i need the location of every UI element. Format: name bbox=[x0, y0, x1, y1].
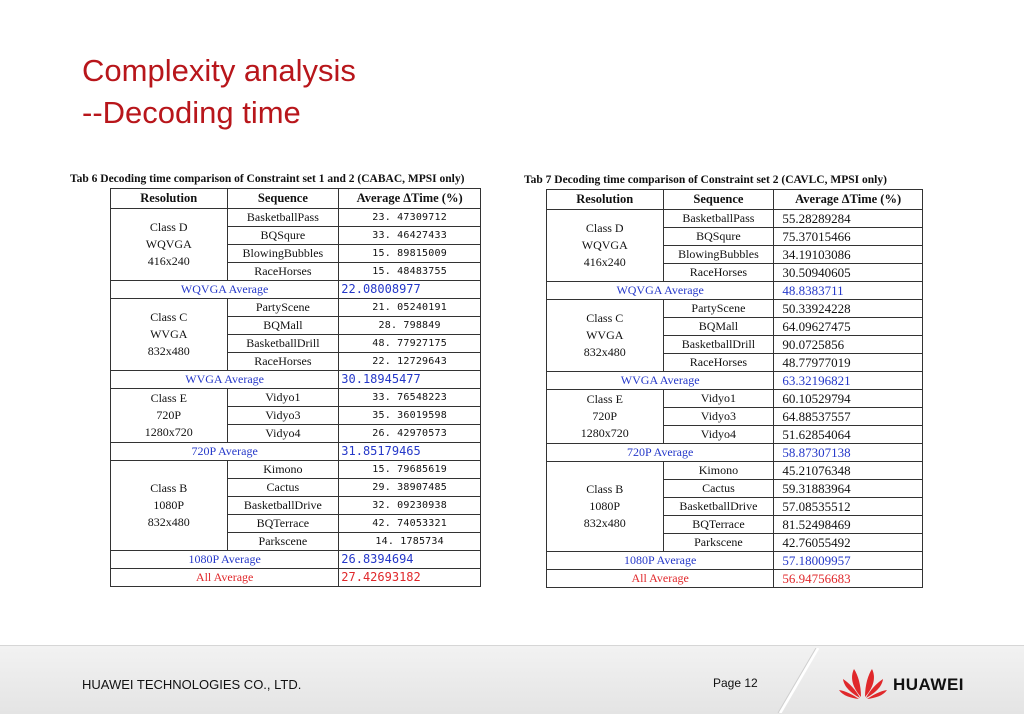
class-name: Class B bbox=[586, 482, 624, 496]
class-cell bbox=[111, 389, 228, 443]
class-resolution: 1280x720 bbox=[580, 426, 629, 440]
sequence-cell: PartyScene bbox=[663, 300, 774, 318]
value-cell: 81.52498469 bbox=[774, 516, 923, 534]
value-cell: 42.76055492 bbox=[774, 534, 923, 552]
value-cell: 22. 12729643 bbox=[339, 353, 481, 371]
sequence-cell: Kimono bbox=[663, 462, 774, 480]
average-value: 48.8383711 bbox=[774, 282, 923, 300]
slide-title bbox=[82, 50, 356, 134]
sequence-cell: BasketballDrive bbox=[663, 498, 774, 516]
value-cell: 64.88537557 bbox=[774, 408, 923, 426]
header-resolution: Resolution bbox=[111, 189, 228, 209]
class-resolution: 416x240 bbox=[583, 255, 626, 269]
class-format: 1080P bbox=[153, 498, 185, 512]
table-row bbox=[547, 300, 923, 318]
average-label: WQVGA Average bbox=[111, 281, 339, 299]
average-label: WQVGA Average bbox=[547, 282, 774, 300]
average-label: WVGA Average bbox=[111, 371, 339, 389]
value-cell: 15. 48483755 bbox=[339, 263, 481, 281]
value-cell: 75.37015466 bbox=[774, 228, 923, 246]
average-row bbox=[547, 372, 923, 390]
header-resolution: Resolution bbox=[547, 190, 664, 210]
value-cell: 90.0725856 bbox=[774, 336, 923, 354]
table-row bbox=[111, 209, 481, 227]
class-format: WQVGA bbox=[581, 238, 628, 252]
average-value: 31.85179465 bbox=[339, 443, 481, 461]
sequence-cell: BasketballPass bbox=[663, 210, 774, 228]
table7-caption: Tab 7 Decoding time comparison of Constraint set 2 (CAVLC, MPSI only) bbox=[524, 174, 887, 186]
all-average-value: 27.42693182 bbox=[339, 569, 481, 587]
value-cell: 33. 76548223 bbox=[339, 389, 481, 407]
sequence-cell: Vidyo1 bbox=[227, 389, 339, 407]
value-cell: 32. 09230938 bbox=[339, 497, 481, 515]
sequence-cell: Cactus bbox=[227, 479, 339, 497]
sequence-cell: BQSqure bbox=[227, 227, 339, 245]
class-resolution: 1280x720 bbox=[144, 425, 193, 439]
sequence-cell: BQSqure bbox=[663, 228, 774, 246]
title-line-2: --Decoding time bbox=[82, 95, 301, 130]
header-sequence: Sequence bbox=[227, 189, 339, 209]
class-cell bbox=[547, 390, 664, 444]
table-row bbox=[547, 390, 923, 408]
value-cell: 64.09627475 bbox=[774, 318, 923, 336]
average-value: 63.32196821 bbox=[774, 372, 923, 390]
value-cell: 23. 47309712 bbox=[339, 209, 481, 227]
class-cell bbox=[547, 462, 664, 552]
class-format: WVGA bbox=[150, 327, 188, 341]
value-cell: 51.62854064 bbox=[774, 426, 923, 444]
sequence-cell: BlowingBubbles bbox=[227, 245, 339, 263]
average-label: 1080P Average bbox=[547, 552, 774, 570]
sequence-cell: RaceHorses bbox=[663, 354, 774, 372]
value-cell: 21. 05240191 bbox=[339, 299, 481, 317]
value-cell: 30.50940605 bbox=[774, 264, 923, 282]
class-name: Class C bbox=[586, 311, 624, 325]
header-avg-time: Average ΔTime (%) bbox=[339, 189, 481, 209]
value-cell: 45.21076348 bbox=[774, 462, 923, 480]
all-average-label: All Average bbox=[547, 570, 774, 588]
sequence-cell: BasketballDrive bbox=[227, 497, 339, 515]
table-row bbox=[547, 462, 923, 480]
class-resolution: 416x240 bbox=[147, 254, 190, 268]
average-label: 1080P Average bbox=[111, 551, 339, 569]
sequence-cell: RaceHorses bbox=[227, 353, 339, 371]
class-name: Class D bbox=[585, 221, 624, 235]
value-cell: 55.28289284 bbox=[774, 210, 923, 228]
class-resolution: 832x480 bbox=[147, 515, 190, 529]
sequence-cell: RaceHorses bbox=[663, 264, 774, 282]
table-row bbox=[111, 299, 481, 317]
sequence-cell: BQMall bbox=[663, 318, 774, 336]
table6 bbox=[110, 188, 481, 587]
title-line-1: Complexity analysis bbox=[82, 53, 356, 88]
class-format: 720P bbox=[156, 408, 182, 422]
sequence-cell: Cactus bbox=[663, 480, 774, 498]
average-row bbox=[547, 552, 923, 570]
class-format: WVGA bbox=[586, 328, 624, 342]
company-name: HUAWEI TECHNOLOGIES CO., LTD. bbox=[82, 677, 302, 692]
brand-wordmark: HUAWEI bbox=[893, 675, 964, 694]
average-label: WVGA Average bbox=[547, 372, 774, 390]
class-name: Class D bbox=[149, 220, 188, 234]
table6-header-row bbox=[111, 189, 481, 209]
table-row bbox=[111, 389, 481, 407]
class-cell bbox=[111, 299, 228, 371]
sequence-cell: RaceHorses bbox=[227, 263, 339, 281]
all-average-row bbox=[547, 570, 923, 588]
all-average-row bbox=[111, 569, 481, 587]
value-cell: 26. 42970573 bbox=[339, 425, 481, 443]
class-resolution: 832x480 bbox=[583, 516, 626, 530]
average-row bbox=[547, 444, 923, 462]
all-average-value: 56.94756683 bbox=[774, 570, 923, 588]
sequence-cell: Vidyo4 bbox=[227, 425, 339, 443]
huawei-logo-icon bbox=[838, 665, 888, 699]
page-number: Page 12 bbox=[713, 676, 758, 690]
class-cell bbox=[111, 209, 228, 281]
sequence-cell: BasketballDrill bbox=[663, 336, 774, 354]
class-name: Class E bbox=[150, 391, 187, 405]
sequence-cell: BasketballPass bbox=[227, 209, 339, 227]
average-row bbox=[111, 371, 481, 389]
sequence-cell: Parkscene bbox=[227, 533, 339, 551]
value-cell: 35. 36019598 bbox=[339, 407, 481, 425]
average-label: 720P Average bbox=[111, 443, 339, 461]
value-cell: 48. 77927175 bbox=[339, 335, 481, 353]
all-average-label: All Average bbox=[111, 569, 339, 587]
average-value: 26.8394694 bbox=[339, 551, 481, 569]
table6-caption: Tab 6 Decoding time comparison of Constraint set 1 and 2 (CABAC, MPSI only) bbox=[70, 173, 465, 185]
average-row bbox=[111, 443, 481, 461]
sequence-cell: BQMall bbox=[227, 317, 339, 335]
header-avg-time: Average ΔTime (%) bbox=[774, 190, 923, 210]
class-format: 720P bbox=[592, 409, 618, 423]
value-cell: 14. 1785734 bbox=[339, 533, 481, 551]
average-value: 58.87307138 bbox=[774, 444, 923, 462]
sequence-cell: Vidyo3 bbox=[663, 408, 774, 426]
value-cell: 28. 798849 bbox=[339, 317, 481, 335]
header-sequence: Sequence bbox=[663, 190, 774, 210]
average-row bbox=[111, 281, 481, 299]
class-format: WQVGA bbox=[145, 237, 192, 251]
sequence-cell: BlowingBubbles bbox=[663, 246, 774, 264]
value-cell: 15. 79685619 bbox=[339, 461, 481, 479]
average-value: 22.08008977 bbox=[339, 281, 481, 299]
sequence-cell: BQTerrace bbox=[663, 516, 774, 534]
value-cell: 59.31883964 bbox=[774, 480, 923, 498]
value-cell: 29. 38907485 bbox=[339, 479, 481, 497]
class-cell bbox=[547, 210, 664, 282]
table-row bbox=[111, 461, 481, 479]
class-name: Class E bbox=[586, 392, 623, 406]
sequence-cell: BQTerrace bbox=[227, 515, 339, 533]
average-label: 720P Average bbox=[547, 444, 774, 462]
average-row bbox=[111, 551, 481, 569]
value-cell: 50.33924228 bbox=[774, 300, 923, 318]
class-resolution: 832x480 bbox=[147, 344, 190, 358]
footer-divider bbox=[760, 648, 820, 713]
class-cell bbox=[111, 461, 228, 551]
class-name: Class B bbox=[150, 481, 188, 495]
value-cell: 34.19103086 bbox=[774, 246, 923, 264]
sequence-cell: BasketballDrill bbox=[227, 335, 339, 353]
table7 bbox=[546, 189, 923, 588]
value-cell: 15. 89815009 bbox=[339, 245, 481, 263]
value-cell: 57.08535512 bbox=[774, 498, 923, 516]
value-cell: 42. 74053321 bbox=[339, 515, 481, 533]
class-resolution: 832x480 bbox=[583, 345, 626, 359]
sequence-cell: Vidyo4 bbox=[663, 426, 774, 444]
sequence-cell: Parkscene bbox=[663, 534, 774, 552]
sequence-cell: Kimono bbox=[227, 461, 339, 479]
value-cell: 60.10529794 bbox=[774, 390, 923, 408]
sequence-cell: Vidyo3 bbox=[227, 407, 339, 425]
value-cell: 48.77977019 bbox=[774, 354, 923, 372]
class-format: 1080P bbox=[589, 499, 621, 513]
class-cell bbox=[547, 300, 664, 372]
average-row bbox=[547, 282, 923, 300]
sequence-cell: PartyScene bbox=[227, 299, 339, 317]
table-row bbox=[547, 210, 923, 228]
average-value: 30.18945477 bbox=[339, 371, 481, 389]
class-name: Class C bbox=[150, 310, 188, 324]
sequence-cell: Vidyo1 bbox=[663, 390, 774, 408]
value-cell: 33. 46427433 bbox=[339, 227, 481, 245]
table7-header-row bbox=[547, 190, 923, 210]
average-value: 57.18009957 bbox=[774, 552, 923, 570]
